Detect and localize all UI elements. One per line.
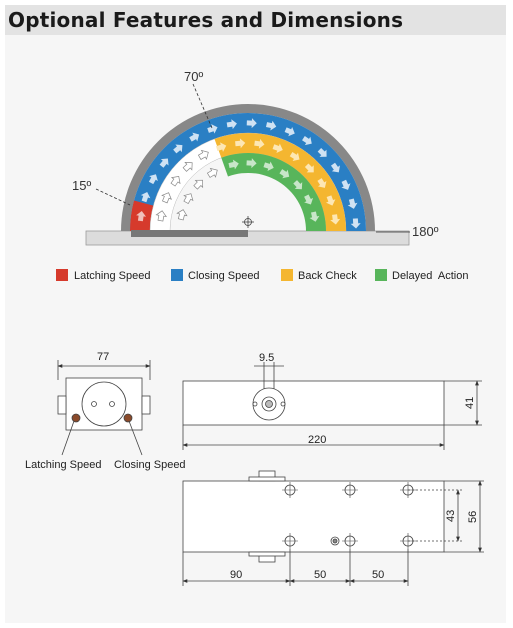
door-swing-diagram <box>72 69 439 245</box>
angle-70-label: 70º <box>184 69 204 84</box>
dim-41-label: 41 <box>464 396 476 409</box>
dim-56-label: 56 <box>467 510 479 523</box>
dim-77-label: 77 <box>97 351 110 363</box>
legend <box>56 269 468 282</box>
spindle-top-cap <box>249 477 285 481</box>
angle-180-label: 180º <box>412 224 439 239</box>
closing-valve <box>124 414 132 422</box>
dim-43-label: 43 <box>445 509 457 522</box>
spindle-core <box>266 401 273 408</box>
center-screw-core <box>333 539 337 543</box>
closer-body <box>183 381 444 425</box>
legend-label-backcheck: Back Check <box>298 270 357 282</box>
left-cap <box>58 396 66 414</box>
latching-speed-label: Latching Speed <box>25 459 102 471</box>
dim-220-label: 220 <box>308 434 327 446</box>
section-title: Optional Features and Dimensions <box>8 8 404 32</box>
spindle-housing <box>82 382 126 426</box>
dim-90-label: 90 <box>230 569 243 581</box>
legend-label-closing: Closing Speed <box>188 270 260 282</box>
angle-15-label: 15º <box>72 178 92 193</box>
legend-swatch-backcheck <box>281 269 293 281</box>
leader-15 <box>96 189 130 205</box>
legend-label-delayed: Delayed Action <box>392 270 469 282</box>
dim-50a-label: 50 <box>314 569 327 581</box>
right-cap <box>142 396 150 414</box>
legend-label-latching: Latching Speed <box>74 270 151 282</box>
door-leaf <box>131 230 248 237</box>
dim-9-5-label: 9.5 <box>259 352 275 364</box>
spindle-bottom-cap <box>249 552 285 556</box>
mount-view <box>183 471 484 586</box>
latching-valve <box>72 414 80 422</box>
top-view <box>183 362 482 450</box>
closing-speed-label: Closing Speed <box>114 459 186 471</box>
legend-swatch-closing <box>171 269 183 281</box>
legend-swatch-delayed <box>375 269 387 281</box>
dim-50b-label: 50 <box>372 569 385 581</box>
legend-swatch-latching <box>56 269 68 281</box>
side-view <box>58 360 150 455</box>
